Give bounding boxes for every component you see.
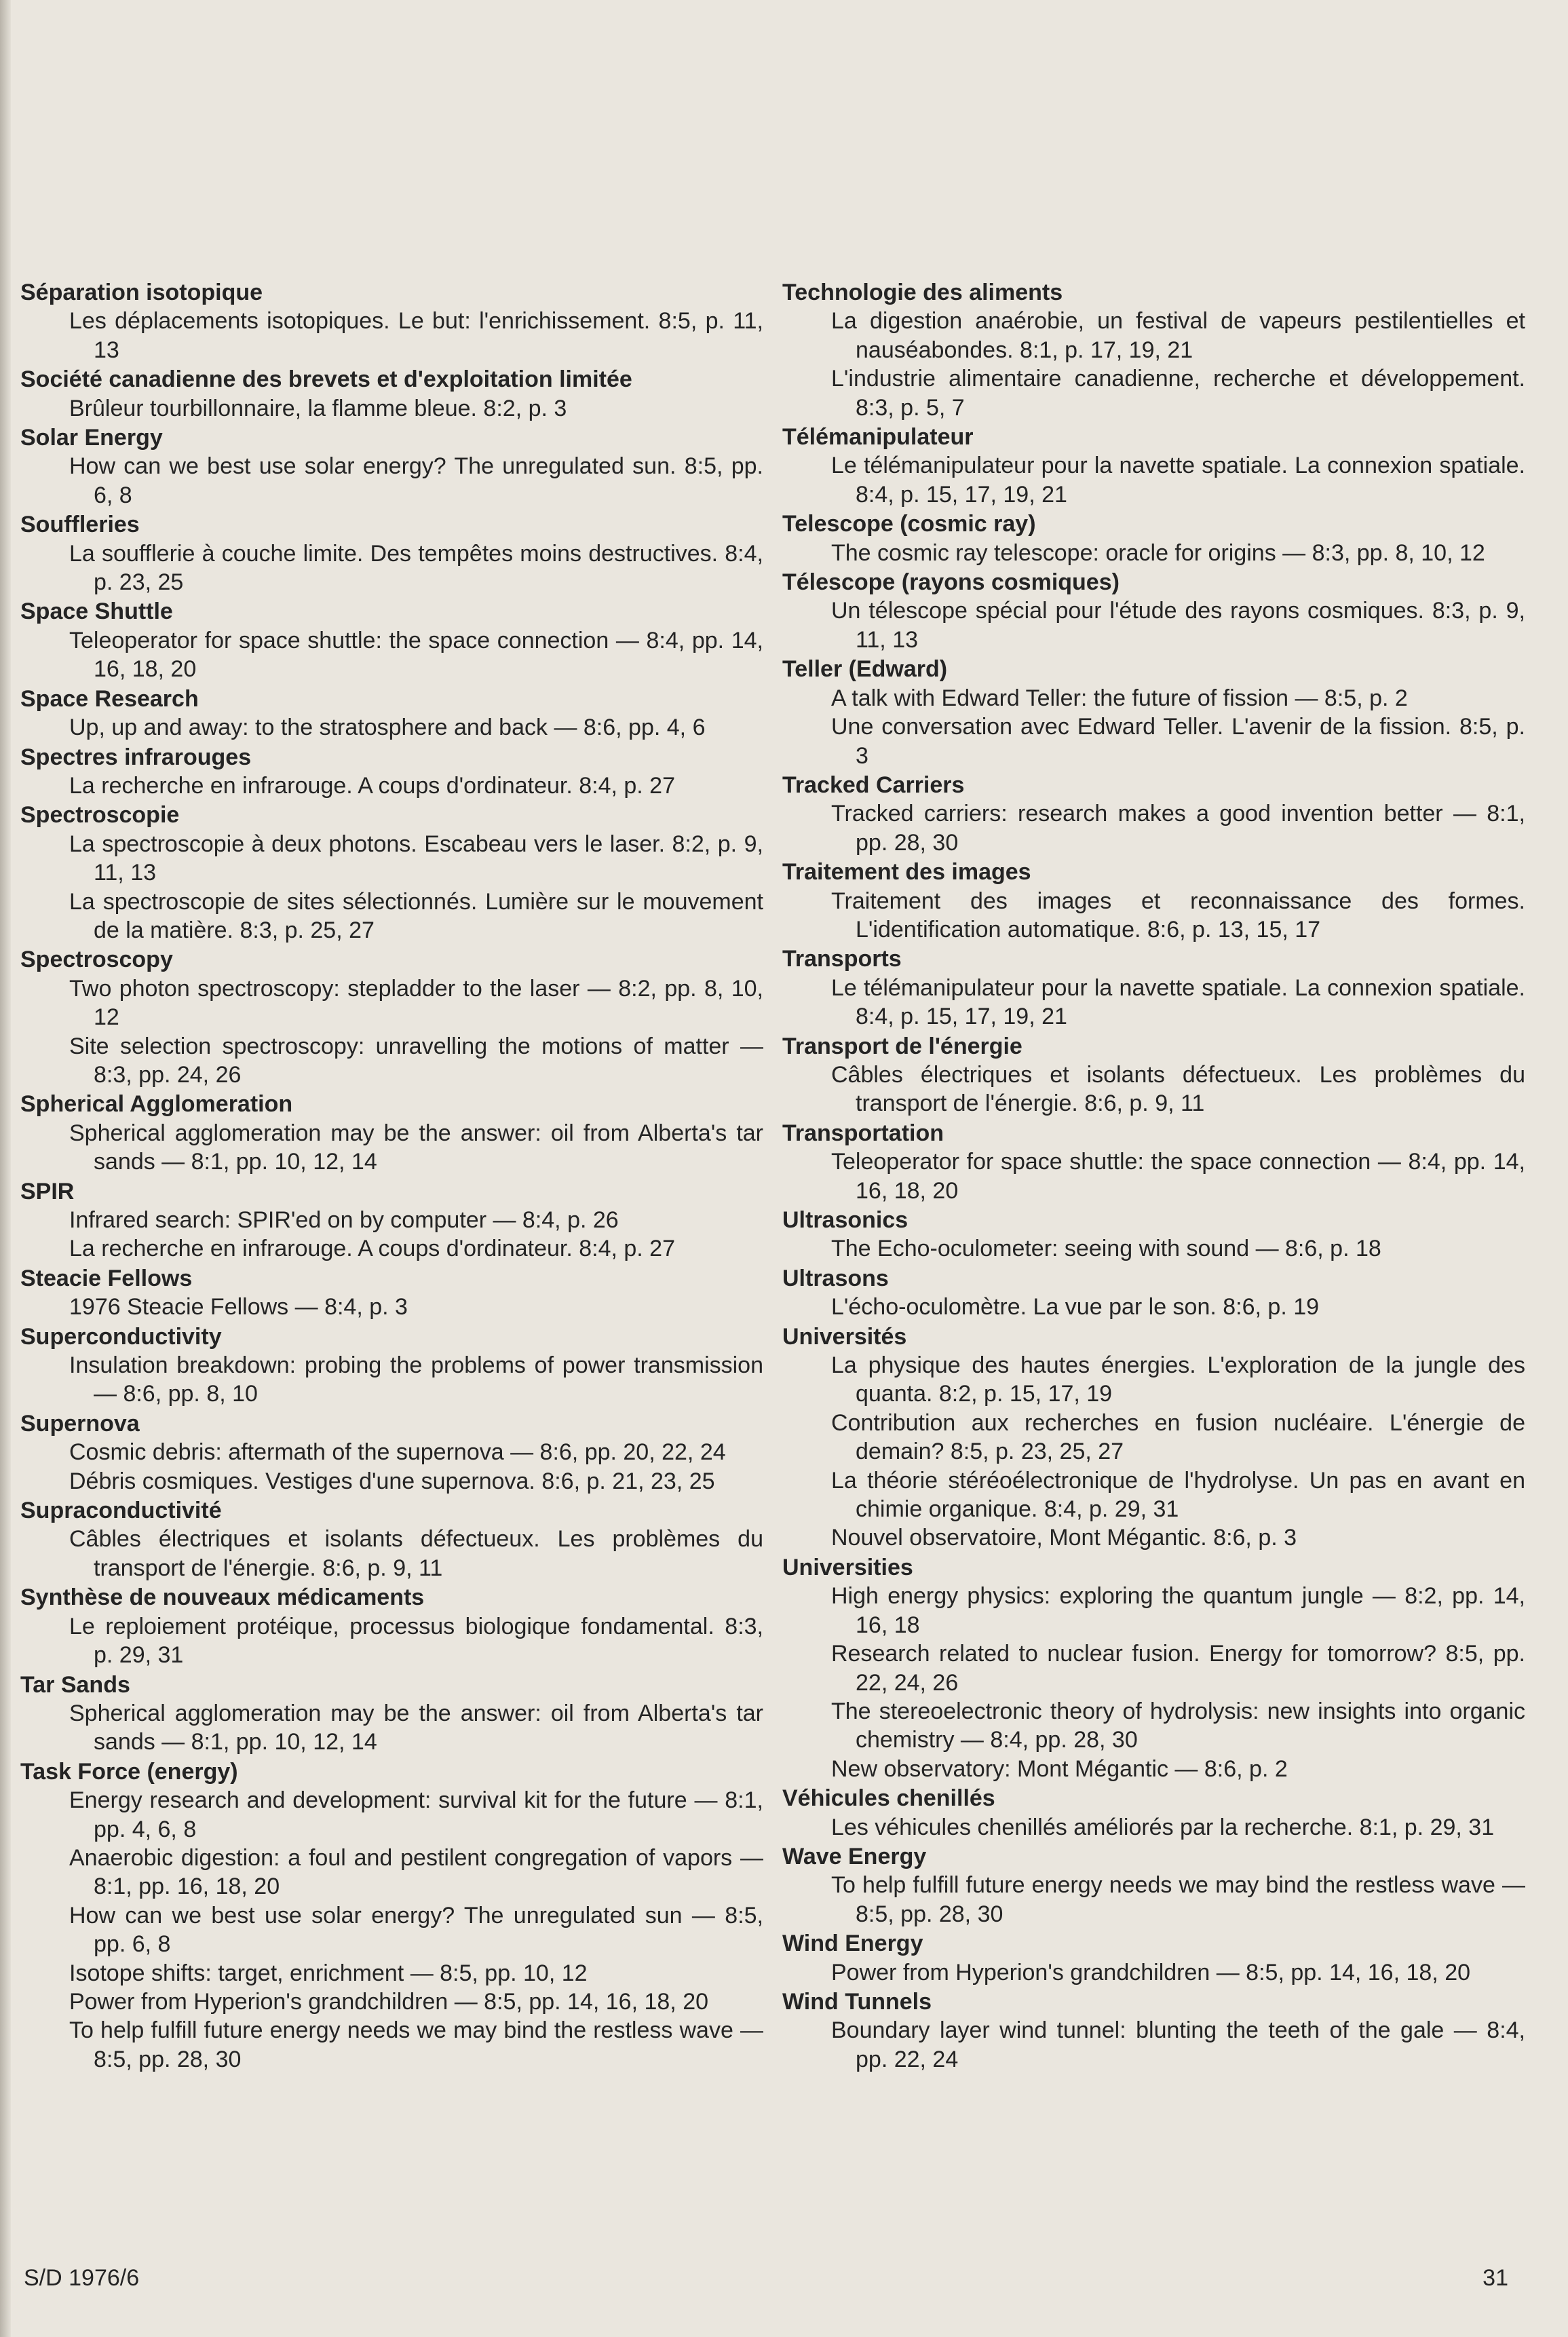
index-reference: Spherical agglomeration may be the answer: oil from Alberta's tar sands — 8:1, pp. 10, 12, 14 — [69, 1700, 763, 1755]
index-reference: Contribution aux recherches en fusion nucléaire. L'énergie de demain? 8:5, p. 23, 25, 27 — [831, 1409, 1525, 1465]
index-reference: La recherche en infrarouge. A coups d'ordinateur. 8:4, p. 27 — [69, 1236, 675, 1262]
index-reference: High energy physics: exploring the quantum jungle — 8:2, pp. 14, 16, 18 — [831, 1583, 1525, 1638]
index-reference: Teleoperator for space shuttle: the space connection — 8:4, pp. 14, 16, 18, 20 — [831, 1149, 1525, 1204]
index-heading: Séparation isotopique — [20, 280, 263, 305]
index-reference: Le reploiement protéique, processus biologique fondamental. 8:3, p. 29, 31 — [69, 1613, 763, 1669]
index-reference: Research related to nuclear fusion. Energy for tomorrow? 8:5, pp. 22, 24, 26 — [831, 1641, 1525, 1696]
index-entry — [782, 1206, 1525, 1264]
index-entry — [20, 1758, 763, 2074]
index-reference: Une conversation avec Edward Teller. L'avenir de la fission. 8:5, p. 3 — [831, 714, 1525, 769]
index-heading: Ultrasons — [782, 1265, 889, 1291]
index-reference: Câbles électriques et isolants défectueux. Les problèmes du transport de l'énergie. 8:6, p. 9, 11 — [69, 1526, 763, 1581]
index-entry — [20, 597, 763, 683]
index-entry — [20, 1264, 763, 1322]
index-reference: Tracked carriers: research makes a good invention better — 8:1, pp. 28, 30 — [831, 801, 1525, 856]
index-entry — [782, 1264, 1525, 1322]
index-reference: Energy research and development: survival kit for the future — 8:1, pp. 4, 6, 8 — [69, 1787, 763, 1842]
index-heading: Universités — [782, 1323, 907, 1350]
index-heading: Wave Energy — [782, 1843, 927, 1869]
index-reference: Up, up and away: to the stratosphere and back — 8:6, pp. 4, 6 — [69, 715, 706, 741]
index-heading: Tar Sands — [20, 1671, 130, 1698]
index-reference: Un télescope spécial pour l'étude des rayons cosmiques. 8:3, p. 9, 11, 13 — [831, 598, 1525, 653]
index-reference: La physique des hautes énergies. L'exploration de la jungle des quanta. 8:2, p. 15, 17, 19 — [831, 1352, 1525, 1407]
index-heading: Souffleries — [20, 512, 140, 538]
index-entry — [782, 1553, 1525, 1783]
index-heading: Steacie Fellows — [20, 1265, 193, 1291]
index-heading: Télémanipulateur — [782, 424, 974, 451]
index-heading: Ultrasonics — [782, 1207, 909, 1233]
index-reference: La théorie stéréoélectronique de l'hydrolyse. Un pas en avant en chimie organique. 8:4, p. 29, 31 — [831, 1467, 1525, 1523]
index-heading: Solar Energy — [20, 425, 163, 451]
index-heading: Space Shuttle — [20, 598, 173, 625]
index-reference: Site selection spectroscopy: unravelling the motions of matter — 8:3, pp. 24, 26 — [69, 1033, 763, 1088]
index-entry — [782, 1784, 1525, 1842]
index-reference: Boundary layer wind tunnel: blunting the teeth of the gale — 8:4, pp. 22, 24 — [831, 2017, 1525, 2072]
index-reference: La soufflerie à couche limite. Des tempêtes moins destructives. 8:4, p. 23, 25 — [69, 540, 763, 596]
page-number: 31 — [1483, 2265, 1508, 2291]
index-reference: How can we best use solar energy? The unregulated sun. 8:5, pp. 6, 8 — [69, 453, 763, 508]
index-reference: La spectroscopie de sites sélectionnés. Lumière sur le mouvement de la matière. 8:3, p. 25, 27 — [69, 888, 763, 943]
index-reference: L'écho-oculomètre. La vue par le son. 8:6, p. 19 — [831, 1294, 1320, 1320]
index-heading: Transportation — [782, 1120, 944, 1146]
index-reference: Anaerobic digestion: a foul and pestilent congregation of vapors — 8:1, pp. 16, 18, 20 — [69, 1844, 763, 1900]
index-reference: A talk with Edward Teller: the future of fission — 8:5, p. 2 — [831, 685, 1408, 711]
index-heading: Transports — [782, 946, 902, 972]
index-reference: To help fulfill future energy needs we may bind the restless wave — 8:5, pp. 28, 30 — [831, 1872, 1525, 1927]
index-reference: Le télémanipulateur pour la navette spatiale. La connexion spatiale. 8:4, p. 15, 17, 19, 21 — [831, 974, 1525, 1030]
index-heading: Supernova — [20, 1410, 140, 1437]
index-entry — [20, 1496, 763, 1582]
index-heading: Transport de l'énergie — [782, 1033, 1022, 1059]
index-entry — [782, 655, 1525, 770]
index-entry — [782, 858, 1525, 944]
index-entry — [20, 1583, 763, 1669]
index-column-left — [20, 278, 763, 2074]
index-heading: Synthèse de nouveaux médicaments — [20, 1584, 425, 1611]
index-reference: La recherche en infrarouge. A coups d'ordinateur. 8:4, p. 27 — [69, 772, 675, 799]
index-reference: La digestion anaérobie, un festival de vapeurs pestilentielles et nauséabondes. 8:1, p. 17, 19, 21 — [831, 308, 1525, 363]
issue-label: S/D 1976/6 — [24, 2265, 140, 2291]
index-entry — [782, 1032, 1525, 1118]
index-entry — [782, 1323, 1525, 1553]
index-heading: Task Force (energy) — [20, 1758, 238, 1785]
index-heading: Supraconductivité — [20, 1498, 222, 1524]
index-entry — [782, 568, 1525, 654]
index-heading: Spherical Agglomeration — [20, 1091, 293, 1118]
index-heading: Wind Tunnels — [782, 1988, 932, 2015]
index-reference: Isotope shifts: target, enrichment — 8:5, pp. 10, 12 — [69, 1960, 588, 1986]
index-reference: Nouvel observatoire, Mont Mégantic. 8:6, p. 3 — [831, 1525, 1297, 1551]
index-reference: L'industrie alimentaire canadienne, recherche et développement. 8:3, p. 5, 7 — [831, 366, 1525, 421]
index-heading: Traitement des images — [782, 859, 1031, 886]
index-reference: Insulation breakdown: probing the problems of power transmission — 8:6, pp. 8, 10 — [69, 1352, 763, 1407]
index-reference: Les déplacements isotopiques. Le but: l'enrichissement. 8:5, p. 11, 13 — [69, 308, 763, 363]
index-reference: How can we best use solar energy? The unregulated sun — 8:5, pp. 6, 8 — [69, 1902, 763, 1958]
index-entry — [20, 278, 763, 364]
index-entry — [20, 1409, 763, 1496]
index-heading: SPIR — [20, 1178, 75, 1204]
index-heading: Véhicules chenillés — [782, 1785, 995, 1812]
index-reference: To help fulfill future energy needs we may bind the restless wave — 8:5, pp. 28, 30 — [69, 2017, 763, 2072]
index-heading: Space Research — [20, 685, 199, 712]
index-reference: Le télémanipulateur pour la navette spatiale. La connexion spatiale. 8:4, p. 15, 17, 19, 21 — [831, 453, 1525, 508]
index-entry — [782, 278, 1525, 422]
index-entry — [20, 1671, 763, 1757]
index-heading: Telescope (cosmic ray) — [782, 511, 1036, 537]
index-heading: Wind Energy — [782, 1931, 923, 1957]
index-reference: Traitement des images et reconnaissance des formes. L'identification automatique. 8:6, p. 13, 15, 17 — [831, 888, 1525, 943]
index-entry — [20, 1090, 763, 1176]
index-heading: Spectroscopie — [20, 802, 180, 829]
index-heading: Société canadienne des brevets et d'exploitation limitée — [20, 366, 632, 393]
index-heading: Spectres infrarouges — [20, 744, 252, 770]
index-reference: Brûleur tourbillonnaire, la flamme bleue. 8:2, p. 3 — [69, 395, 567, 421]
index-column-right — [782, 278, 1525, 2074]
index-entry — [20, 1323, 763, 1409]
index-entry — [782, 771, 1525, 857]
index-reference: Débris cosmiques. Vestiges d'une supernova. 8:6, p. 21, 23, 25 — [69, 1468, 715, 1494]
index-reference: Les véhicules chenillés améliorés par la recherche. 8:1, p. 29, 31 — [831, 1814, 1495, 1840]
index-reference: Two photon spectroscopy: stepladder to the laser — 8:2, pp. 8, 10, 12 — [69, 975, 763, 1031]
index-reference: Infrared search: SPIR'ed on by computer — 8:4, p. 26 — [69, 1207, 619, 1233]
index-reference: New observatory: Mont Mégantic — 8:6, p. 2 — [831, 1755, 1288, 1782]
index-entry — [20, 945, 763, 1089]
index-entry — [782, 1988, 1525, 2074]
index-entry — [20, 365, 763, 423]
index-entry — [20, 685, 763, 742]
page-binding-edge — [0, 0, 11, 2337]
index-entry — [782, 423, 1525, 509]
index-entry — [782, 1929, 1525, 1987]
index-reference: La spectroscopie à deux photons. Escabeau vers le laser. 8:2, p. 9, 11, 13 — [69, 831, 763, 886]
index-entry — [782, 1842, 1525, 1928]
index-entry — [20, 801, 763, 945]
index-heading: Technologie des aliments — [782, 280, 1063, 305]
index-reference: Câbles électriques et isolants défectueux. Les problèmes du transport de l'énergie. 8:6, p. 9, 11 — [831, 1061, 1525, 1117]
index-reference: The cosmic ray telescope: oracle for origins — 8:3, pp. 8, 10, 12 — [831, 539, 1485, 566]
index-reference: 1976 Steacie Fellows — 8:4, p. 3 — [69, 1294, 408, 1320]
index-entry — [782, 1119, 1525, 1205]
index-reference: Cosmic debris: aftermath of the supernova — 8:6, pp. 20, 22, 24 — [69, 1439, 726, 1466]
index-heading: Teller (Edward) — [782, 656, 948, 683]
index-heading: Télescope (rayons cosmiques) — [782, 569, 1120, 596]
index-reference: Spherical agglomeration may be the answer: oil from Alberta's tar sands — 8:1, pp. 10, 12, 14 — [69, 1120, 763, 1175]
index-entry — [20, 510, 763, 596]
index-entry — [20, 423, 763, 510]
index-heading: Spectroscopy — [20, 947, 173, 973]
index-reference: Power from Hyperion's grandchildren — 8:5, pp. 14, 16, 18, 20 — [69, 1988, 709, 2015]
index-heading: Universities — [782, 1554, 913, 1580]
index-entry — [20, 1177, 763, 1264]
index-reference: The stereoelectronic theory of hydrolysis: new insights into organic chemistry — 8:4, pp. 28, 30 — [831, 1698, 1525, 1753]
index-reference: Power from Hyperion's grandchildren — 8:5, pp. 14, 16, 18, 20 — [831, 1959, 1471, 1986]
index-reference: The Echo-oculometer: seeing with sound — 8:6, p. 18 — [831, 1236, 1381, 1262]
index-heading: Tracked Carriers — [782, 772, 965, 798]
index-entry — [782, 945, 1525, 1031]
index-heading: Superconductivity — [20, 1323, 222, 1350]
index-reference: Teleoperator for space shuttle: the space connection — 8:4, pp. 14, 16, 18, 20 — [69, 627, 763, 683]
index-entry — [782, 510, 1525, 567]
index-entry — [20, 743, 763, 801]
